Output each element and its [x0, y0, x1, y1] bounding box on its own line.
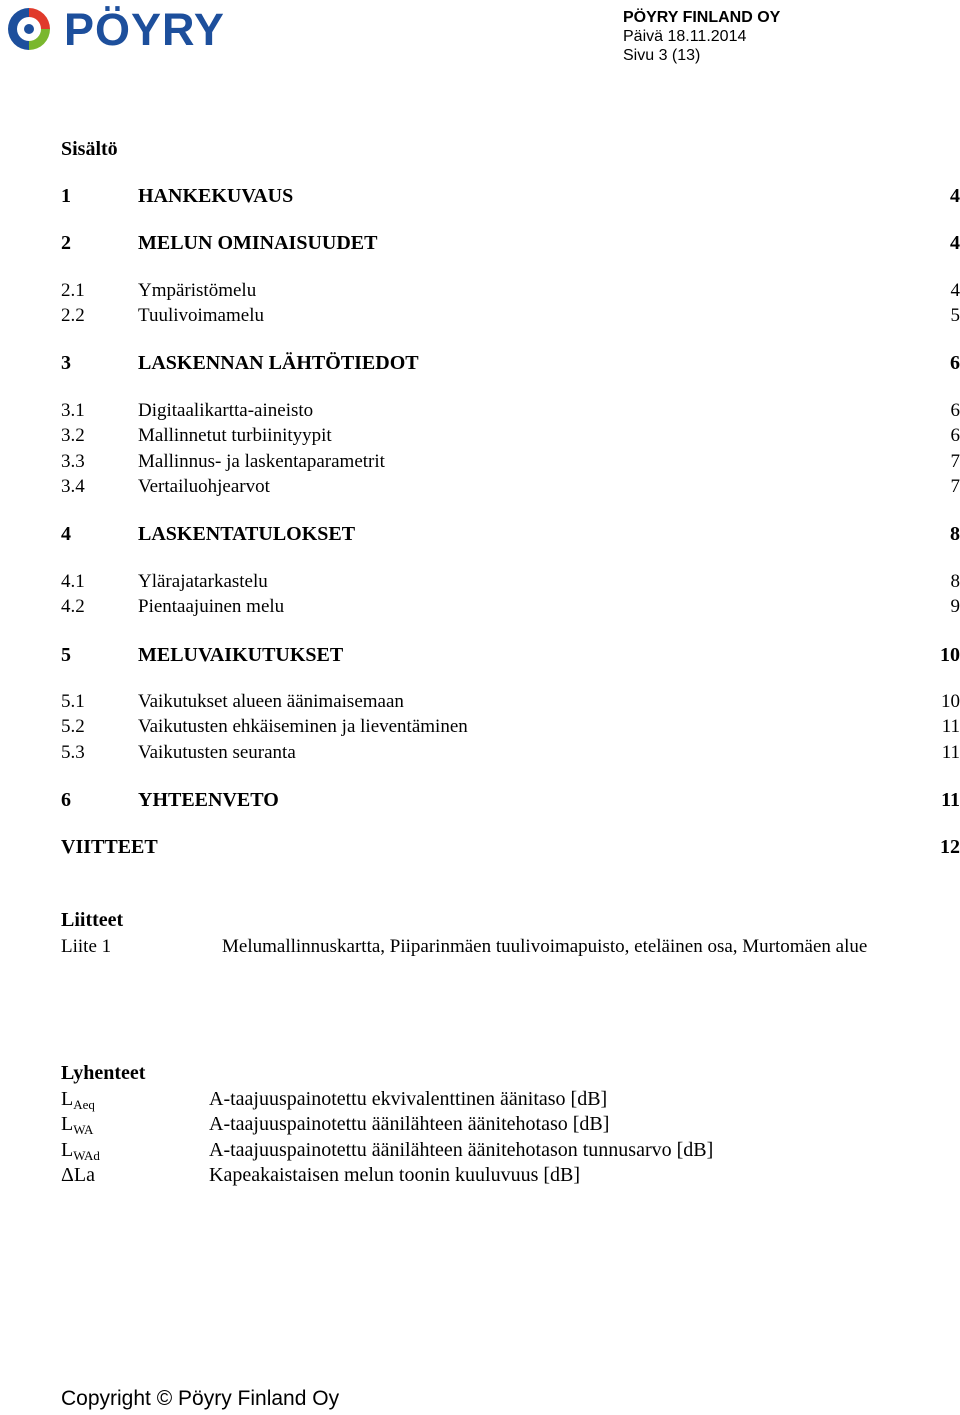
- toc-entry-number: 4.2: [61, 596, 85, 617]
- toc-entry[interactable]: [61, 184, 960, 208]
- toc-entry-page: 11: [941, 742, 960, 763]
- page-number: Sivu 3 (13): [623, 47, 701, 64]
- toc-entry-page: 6: [950, 400, 960, 421]
- toc-entry-page: 11: [941, 716, 960, 737]
- logo-wordmark: PÖYRY: [64, 4, 225, 55]
- toc-entry-title: Tuulivoimamelu: [138, 305, 264, 326]
- abbreviation-description: A-taajuuspainotettu äänilähteen äänitehotaso [dB]: [209, 1113, 610, 1135]
- toc-entry-title: Vaikutusten ehkäiseminen ja lieventäminen: [138, 716, 468, 737]
- toc-entry[interactable]: [61, 788, 960, 812]
- abbreviation-description: Kapeakaistaisen melun toonin kuuluvuus [dB]: [209, 1164, 581, 1186]
- toc-entry-number: 3: [61, 352, 71, 374]
- toc-entry-title: HANKEKUVAUS: [138, 185, 294, 207]
- toc-entry-title: MELUVAIKUTUKSET: [138, 644, 344, 666]
- toc-entry[interactable]: [61, 351, 960, 375]
- toc-entry-number: 5.2: [61, 716, 85, 737]
- appendices-heading: Liitteet: [61, 909, 124, 931]
- appendix-label: Liite 1: [61, 936, 112, 957]
- toc-entry-page: 7: [950, 451, 960, 472]
- toc-entry[interactable]: [61, 522, 960, 546]
- toc-entry-title: Mallinnus- ja laskentaparametrit: [138, 451, 385, 472]
- toc-entry-page: 12: [940, 836, 960, 858]
- toc-entry-page: 4: [950, 280, 960, 301]
- toc-entry-number: 5: [61, 644, 71, 666]
- toc-entry-title: Vaikutusten seuranta: [138, 742, 296, 763]
- toc-entry-page: 4: [950, 185, 960, 207]
- toc-entry-number: 3.3: [61, 451, 85, 472]
- toc-entry-number: 2.1: [61, 280, 85, 301]
- toc-entry[interactable]: [61, 835, 960, 859]
- toc-entry[interactable]: [61, 741, 960, 765]
- toc-entry[interactable]: [61, 595, 960, 619]
- toc-entry-page: 10: [941, 691, 960, 712]
- toc-entry-title: Ylärajatarkastelu: [138, 571, 268, 592]
- abbreviation-symbol: $L_{WA}$: [61, 1113, 94, 1137]
- abbreviation-item: [61, 1137, 941, 1163]
- abbreviation-description: A-taajuuspainotettu äänilähteen äänitehotason tunnusarvo [dB]: [209, 1139, 714, 1161]
- abbreviations-heading: Lyhenteet: [61, 1062, 146, 1084]
- toc-entry-title: Vertailuohjearvot: [138, 476, 270, 497]
- abbreviation-symbol: $L_{Aeq}$: [61, 1088, 95, 1112]
- toc-entry[interactable]: [61, 570, 960, 594]
- toc-entry-title: Digitaalikartta-aineisto: [138, 400, 314, 421]
- toc-entry[interactable]: [61, 643, 960, 667]
- toc-entry[interactable]: [61, 399, 960, 423]
- toc-entry[interactable]: [61, 304, 960, 328]
- toc-entry-number: 2.2: [61, 305, 85, 326]
- toc-title: Sisältö: [61, 138, 118, 160]
- toc-entry-title: Ympäristömelu: [138, 280, 257, 301]
- toc-entry-title: YHTEENVETO: [138, 789, 279, 811]
- toc-entry-number: 3.4: [61, 476, 85, 497]
- abbreviation-symbol: ΔLa: [61, 1164, 95, 1186]
- appendix-description: Melumallinnuskartta, Piiparinmäen tuulivoimapuisto, eteläinen osa, Murtomäen alue: [222, 936, 868, 957]
- copyright-footer: Copyright © Pöyry Finland Oy: [61, 1387, 340, 1410]
- toc-entry-title: Mallinnetut turbiinityypit: [138, 425, 332, 446]
- toc-entry[interactable]: [61, 424, 960, 448]
- company-name: PÖYRY FINLAND OY: [623, 9, 781, 26]
- toc-entry-title: Pientaajuinen melu: [138, 596, 285, 617]
- toc-entry-page: 7: [950, 476, 960, 497]
- toc-entry[interactable]: [61, 231, 960, 255]
- toc-entry-number: 6: [61, 789, 71, 811]
- toc-entry-number: 5.3: [61, 742, 85, 763]
- toc-entry-number: 2: [61, 232, 71, 254]
- toc-entry[interactable]: [61, 690, 960, 714]
- toc-entry-page: 9: [950, 596, 960, 617]
- toc-entry-page: 11: [941, 789, 960, 811]
- toc-entry-number: 3.2: [61, 425, 85, 446]
- toc-entry-page: 6: [950, 352, 960, 374]
- toc-entry-title: LASKENNAN LÄHTÖTIEDOT: [138, 352, 419, 374]
- toc-entry-number: 1: [61, 185, 71, 207]
- toc-entry-title: LASKENTATULOKSET: [138, 523, 356, 545]
- toc-entry-page: 4: [950, 232, 960, 254]
- document-date: Päivä 18.11.2014: [623, 28, 747, 45]
- toc-entry-number: 3.1: [61, 400, 85, 421]
- abbreviation-item: [61, 1111, 941, 1137]
- abbreviation-symbol: $L_{WAd}$: [61, 1139, 100, 1163]
- toc-entry[interactable]: [61, 279, 960, 303]
- toc-entry-title: MELUN OMINAISUUDET: [138, 232, 378, 254]
- abbreviation-description: A-taajuuspainotettu ekvivalenttinen äänitaso [dB]: [209, 1088, 608, 1110]
- poyry-logo: [4, 4, 254, 54]
- toc-entry-title: VIITTEET: [61, 836, 158, 858]
- abbreviation-item: [61, 1086, 941, 1112]
- toc-entry-number: 4.1: [61, 571, 85, 592]
- document-header-info: [623, 8, 780, 65]
- toc-entry-number: 4: [61, 523, 71, 545]
- poyry-logo-icon: [4, 4, 54, 54]
- toc-entry-page: 5: [950, 305, 960, 326]
- toc-entry-page: 6: [950, 425, 960, 446]
- toc-entry[interactable]: [61, 715, 960, 739]
- abbreviation-item: [61, 1162, 941, 1188]
- toc-entry-page: 8: [950, 523, 960, 545]
- toc-entry[interactable]: [61, 475, 960, 499]
- toc-entry[interactable]: [61, 450, 960, 474]
- toc-entry-number: 5.1: [61, 691, 85, 712]
- toc-entry-page: 10: [940, 644, 960, 666]
- toc-entry-title: Vaikutukset alueen äänimaisemaan: [138, 691, 404, 712]
- toc-entry-page: 8: [950, 571, 960, 592]
